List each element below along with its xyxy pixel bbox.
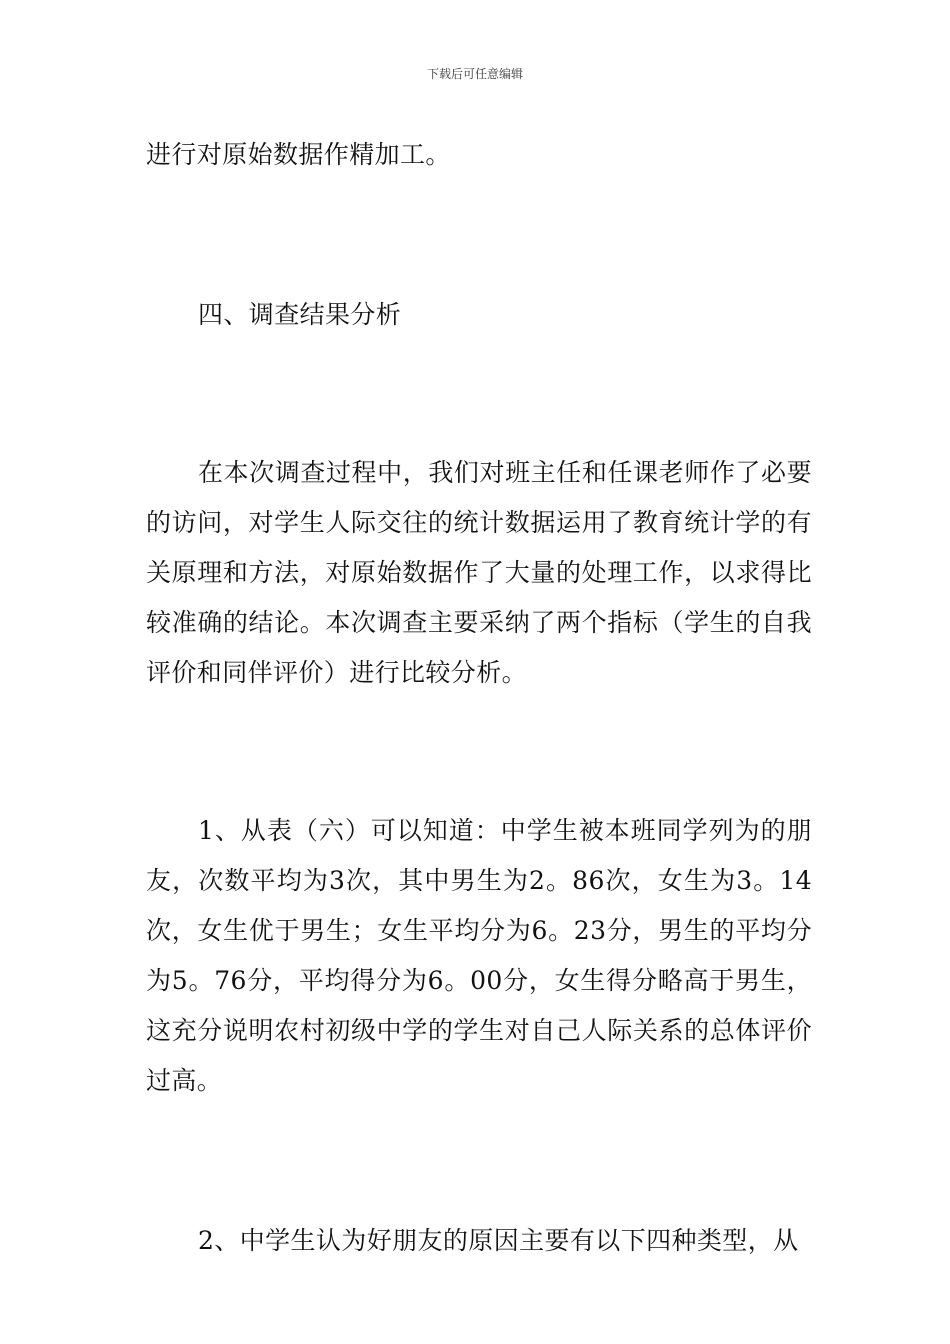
intro-paragraph: 在本次调查过程中，我们对班主任和任课老师作了必要的访问，对学生人际交往的统计数据运用了教育统计学的有关原理和方法，对原始数据作了大量的处理工作，以求得比较准确的结论。本次调查主要采纳了两个指标（学生的自我评价和同伴评价）进行比较分析。 (146, 458, 812, 687)
page-header: 下载后可任意编辑 (426, 67, 523, 81)
point-1-paragraph: 1、从表（六）可以知道：中学生被本班同学列为的朋友，次数平均为3次，其中男生为2。86次，女生为3。14次，女生优于男生；女生平均分为6。23分，男生的平均分为5。76分，平均得分为6。00分，女生得分略高于男生，这充分说明农村初级中学的学生对自己人际关系的总体评价过高。 (146, 816, 812, 1095)
document-body (146, 130, 812, 1266)
continuation-line: 进行对原始数据作精加工。 (146, 140, 451, 169)
point-2-paragraph: 2、中学生认为好朋友的原因主要有以下四种类型，从 (198, 1226, 799, 1255)
section-heading: 四、调查结果分析 (198, 300, 402, 329)
